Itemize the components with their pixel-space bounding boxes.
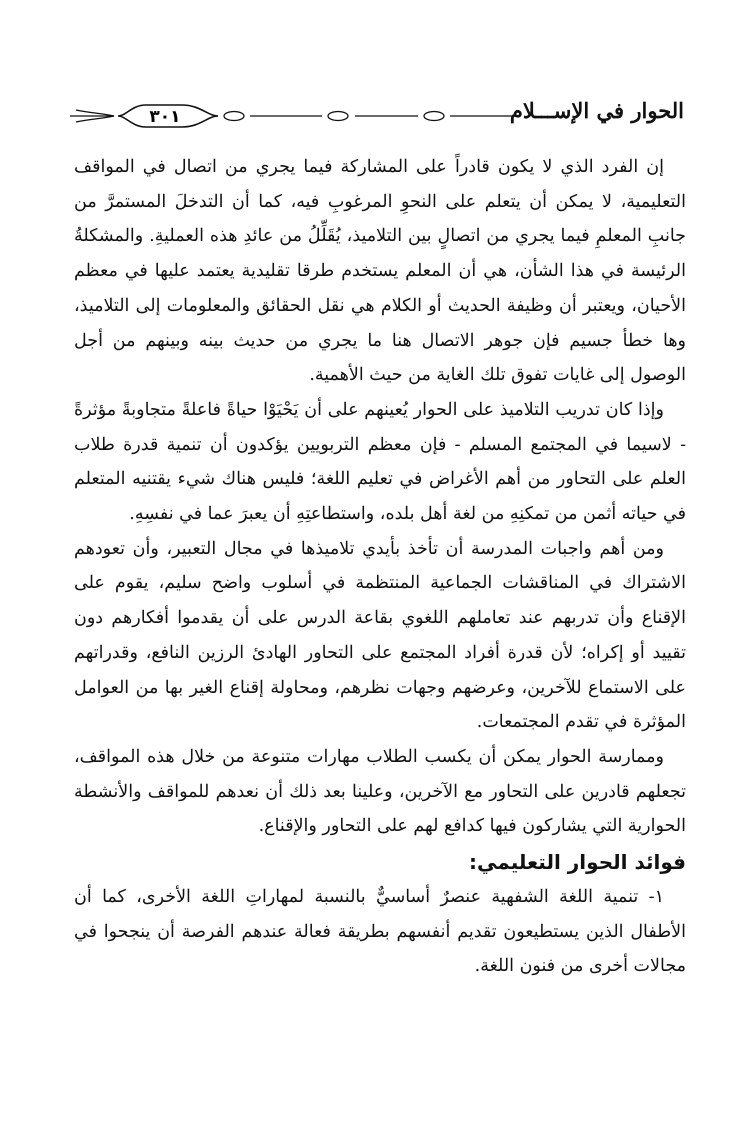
running-title: الحوار في الإســـلام	[509, 98, 684, 123]
page-number: ٣٠١	[149, 107, 181, 127]
ornament-oval	[424, 112, 444, 121]
page-body	[74, 150, 686, 984]
paragraph: وممارسة الحوار يمكن أن يكسب الطلاب مهارات متنوعة من خلال هذه المواقف، تجعلهم قادرين على التحاور مع الآخرين، وعلينا بعد ذلك أن نعدهم للمواقف والأنشطة الحوارية التي يشاركون فيها كدافع لهم على التحاور والإقناع.	[74, 746, 686, 837]
section-heading: فوائد الحوار التعليمي:	[469, 850, 686, 875]
list-item: ١- تنمية اللغة الشفهية عنصرٌ أساسيٌّ بالنسبة لمهاراتِ اللغة الأخرى، كما أن الأطفال الذين يستطيعون تقديم أنفسهم بطريقة فعالة عندهم الفرصة أن ينجحوا في مجالات أخرى من فنون اللغة.	[74, 887, 686, 977]
page-header	[70, 96, 684, 136]
paragraph: إن الفرد الذي لا يكون قادراً على المشاركة فيما يجري من اتصال في المواقف التعليمية، لا يمكن أن يتعلم على النحوِ المرغوبِ فيه، كما أن التدخلَ المستمرَّ من جانبِ المعلمِ فيما يجري من اتصالٍ بين التلاميذ، يُقَلِّلُ من عائدِ هذه العمليةِ. والمشكلةُ الرئيسة في هذا الشأن، هي أن المعلم يستخدم طرقا تقليدية يعتمد عليها في معظم الأحيان، ويعتبر أن وظيفة الحديث أو الكلام هي نقل الحقائق والمعلومات إلى التلاميذ، وها خطأ جسيم فإن جوهر الاتصال هنا ما يجري من حديث بينه وبينهم من أجل الوصول إلى غايات تفوق تلك الغاية من حيث الأهمية.	[74, 157, 686, 386]
paragraph: ومن أهم واجبات المدرسة أن تأخذ بأيدي تلاميذها في مجال التعبير، وأن تعودهم الاشتراك في المناقشات الجماعية المنتظمة في أسلوب واضح سليم، يقوم على الإقناع وأن تدربهم عند تعاملهم اللغوي بقاعة الدرس على أن يقدموا أفكارهم دون تقييد أو إكراه؛ لأن قدرة أفراد المجتمع على التحاور الهادئ الرزين النافع، وقدراتهم على الاستماع للآخرين، وعرضهم وجهات نظرهم، ومحاولة إقناع الغير بها من العوامل المؤثرة في تقدم المجتمعات.	[74, 538, 686, 733]
ornament-oval	[224, 112, 244, 121]
header-ornament	[70, 96, 525, 136]
ornament-oval	[328, 112, 348, 121]
paragraph: وإذا كان تدريب التلاميذ على الحوار يُعينهم على أن يَحْيَوْا حياةً فاعلةً متجاوبةً مؤثرةً - لاسيما في المجتمع المسلم - فإن معظم التربويين يؤكدون أن تنمية قدرة طلاب العلم على التحاور من أهم الأغراض في تعليم اللغة؛ فليس هناك شيء يقتنيه المتعلم في حياته أثمن من تمكنِهِ من لغة أهل بلده، واستطاعتِهِ أن يعبرَ عما في نفسِهِ.	[74, 399, 686, 525]
